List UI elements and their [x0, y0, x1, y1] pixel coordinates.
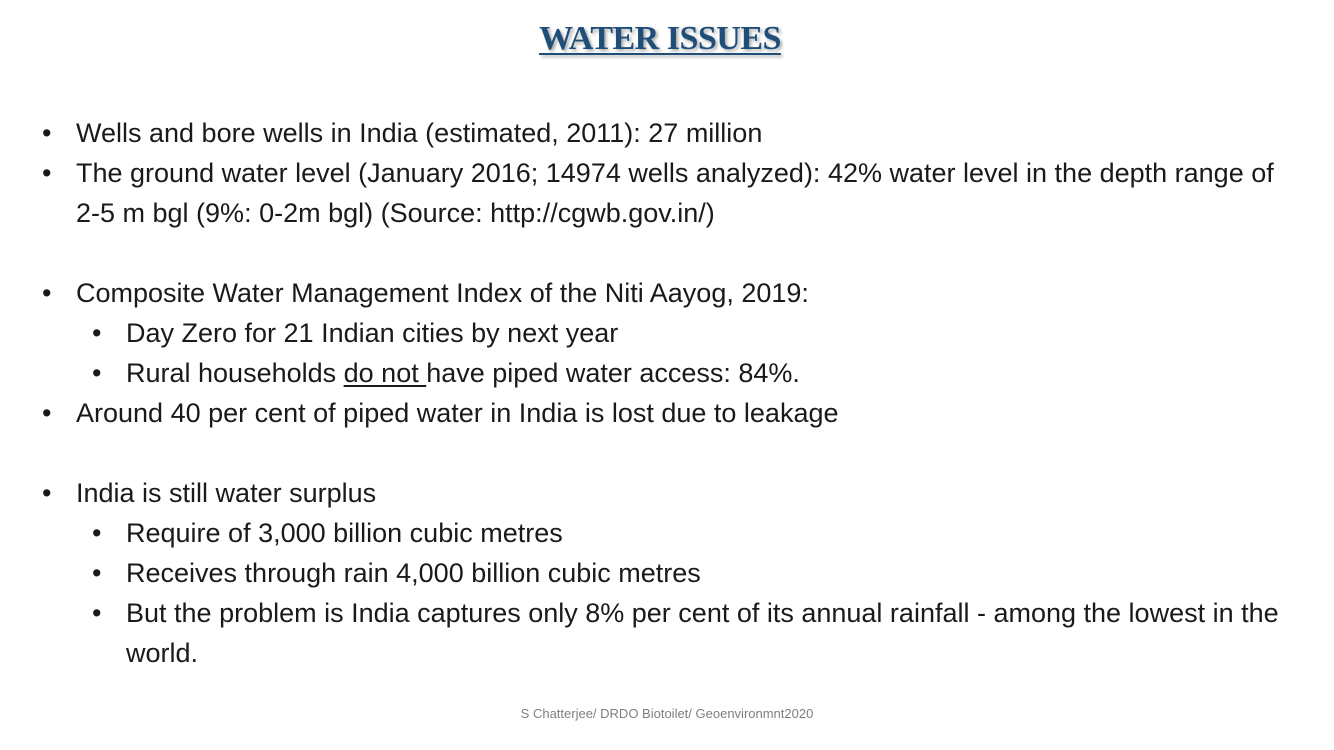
- bullet-text: Wells and bore wells in India (estimated, 2011): 27 million: [76, 118, 763, 148]
- underlined-emphasis: do not: [343, 358, 427, 388]
- bullet-text-part: have piped water access: 84%.: [426, 358, 800, 388]
- bullet-dot-icon: •: [92, 558, 102, 588]
- spacer: [42, 433, 1302, 473]
- bullet-text: Day Zero for 21 Indian cities by next year: [126, 318, 619, 348]
- bullet-dot-icon: •: [92, 358, 102, 388]
- bullet-dot-icon: •: [42, 398, 52, 428]
- bullet-dot-icon: •: [42, 118, 52, 148]
- sub-bullet-rural-households: [92, 353, 1302, 393]
- bullet-groundwater-level: [42, 153, 1302, 233]
- sub-bullet-rainfall-captured: [92, 593, 1302, 673]
- bullet-dot-icon: •: [42, 158, 52, 188]
- bullet-text-part: Rural households: [126, 358, 344, 388]
- bullet-list: [42, 113, 1302, 673]
- bullet-text: India is still water surplus: [76, 478, 377, 508]
- bullet-text: Around 40 per cent of piped water in India is lost due to leakage: [76, 398, 839, 428]
- bullet-text: The ground water level (January 2016; 14974 wells analyzed): 42% water level in the depth range of 2-5 m bgl (9%: 0-2m bgl) (Source: http://cgwb.gov.in/): [76, 158, 1274, 228]
- bullet-water-surplus: [42, 473, 1302, 513]
- sub-bullet-day-zero: [92, 313, 1302, 353]
- spacer: [42, 233, 1302, 273]
- bullet-leakage: [42, 393, 1302, 433]
- slide-title: WATER ISSUES: [539, 20, 781, 57]
- bullet-dot-icon: •: [92, 518, 102, 548]
- bullet-text: But the problem is India captures only 8% per cent of its annual rainfall - among the lowest in the world.: [126, 598, 1279, 668]
- sub-bullet-requirement: [92, 513, 1302, 553]
- bullet-dot-icon: •: [42, 278, 52, 308]
- slide-footer: S Chatterjee/ DRDO Biotoilet/ Geoenvironmnt2020: [520, 706, 814, 721]
- bullet-dot-icon: •: [42, 478, 52, 508]
- bullet-dot-icon: •: [92, 598, 102, 628]
- bullet-text: Receives through rain 4,000 billion cubic metres: [126, 558, 701, 588]
- bullet-text: Require of 3,000 billion cubic metres: [126, 518, 563, 548]
- sub-bullet-rainfall-received: [92, 553, 1302, 593]
- bullet-text: Composite Water Management Index of the Niti Aayog, 2019:: [76, 278, 809, 308]
- bullet-water-index: [42, 273, 1302, 313]
- bullet-dot-icon: •: [92, 318, 102, 348]
- bullet-wells-count: [42, 113, 1302, 153]
